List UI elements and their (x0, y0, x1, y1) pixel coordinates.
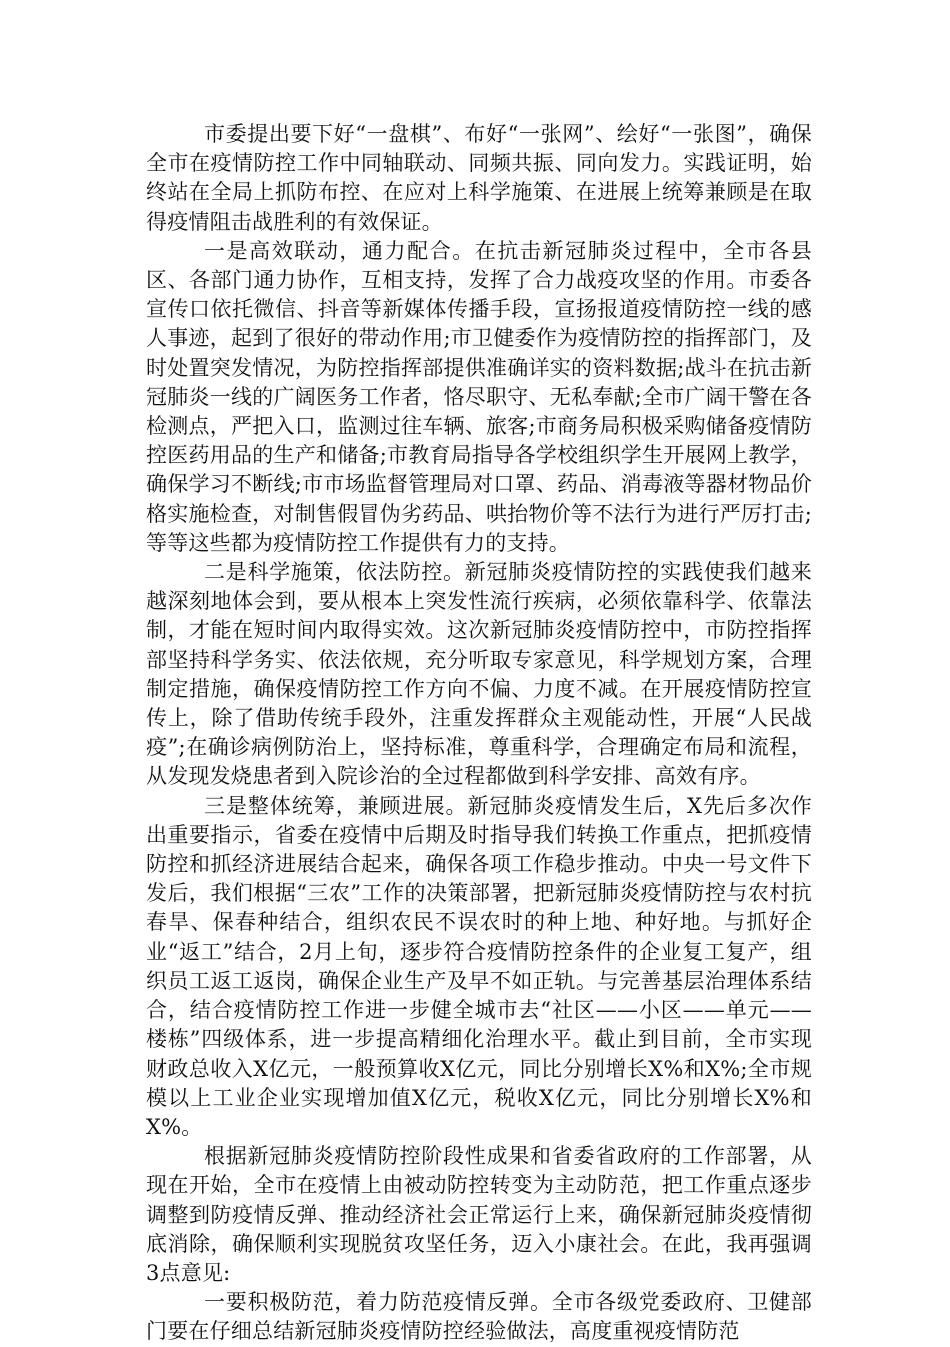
paragraph: 根据新冠肺炎疫情防控阶段性成果和省委省政府的工作部署，从现在开始，全市在疫情上由被动防控转变为主动防范，把工作重点逐步调整到防疫情反弹、推动经济社会正常运行上来，确保新冠肺炎疫情彻底消除，确保顺利实现脱贫攻坚任务，迈入小康社会。在此，我再强调3点意见: (146, 1144, 812, 1285)
paragraph: 三是整体统筹，兼顾进展。新冠肺炎疫情发生后，X先后多次作出重要指示，省委在疫情中后期及时指导我们转换工作重点，把抓疫情防控和抓经济进展结合起来，确保各项工作稳步推动。中央一号文件下发后，我们根据“三农”工作的决策部署，把新冠肺炎疫情防控与农村抗春旱、保春种结合，组织农民不误农时的种上地、种好地。与抓好企业“返工”结合，2月上旬，逐步符合疫情防控条件的企业复工复产，组织员工返工返岗，确保企业生产及早不如正轨。与完善基层治理体系结合，结合疫情防控工作进一步健全城市去“社区——小区——单元——楼栋”四级体系，进一步提高精细化治理水平。截止到目前，全市实现财政总收入X亿元，一般预算收X亿元，同比分别增长X%和X%;全市规模以上工业企业实现增加值X亿元，税收X亿元，同比分别增长X%和X%。 (146, 793, 812, 1139)
paragraph: 市委提出要下好“一盘棋”、布好“一张网”、绘好“一张图”，确保全市在疫情防控工作中同轴联动、同频共振、同向发力。实践证明，始终站在全局上抓防布控、在应对上科学施策、在进展上统筹兼顾是在取得疫情阻击战胜利的有效保证。 (146, 122, 812, 234)
document-body (146, 120, 812, 1347)
paragraph: 一要积极防范，着力防范疫情反弹。全市各级党委政府、卫健部门要在仔细总结新冠肺炎疫情防控经验做法，高度重视疫情防范 (146, 1290, 812, 1344)
paragraph: 二是科学施策，依法防控。新冠肺炎疫情防控的实践使我们越来越深刻地体会到，要从根本上突发性流行疾病，必须依靠科学、依靠法制，才能在短时间内取得实效。这次新冠肺炎疫情防控中，市防控指挥部坚持科学务实、依法依规，充分听取专家意见，科学规划方案，合理制定措施，确保疫情防控工作方向不偏、力度不减。在开展疫情防控宣传上，除了借助传统手段外，注重发挥群众主观能动性，开展“人民战疫”;在确诊病例防治上，坚持标准，尊重科学，合理确定布局和流程，从发现发烧患者到入院诊治的全过程都做到科学安排、高效有序。 (146, 560, 812, 789)
paragraph: 一是高效联动，通力配合。在抗击新冠肺炎过程中，全市各县区、各部门通力协作，互相支持，发挥了合力战疫攻坚的作用。市委各宣传口依托微信、抖音等新媒体传播手段，宣扬报道疫情防控一线的感人事迹，起到了很好的带动作用;市卫健委作为疫情防控的指挥部门，及时处置突发情况，为防控指挥部提供准确详实的资料数据;战斗在抗击新冠肺炎一线的广阔医务工作者，恪尽职守、无私奉献;全市广阔干警在各检测点，严把入口，监测过往车辆、旅客;市商务局积极采购储备疫情防控医药用品的生产和储备;市教育局指导各学校组织学生开展网上教学，确保学习不断线;市市场监督管理局对口罩、药品、消毒液等器材物品价格实施检查，对制售假冒伪劣药品、哄抬物价等不法行为进行严厉打击;等等这些都为疫情防控工作提供有力的支持。 (146, 238, 812, 555)
